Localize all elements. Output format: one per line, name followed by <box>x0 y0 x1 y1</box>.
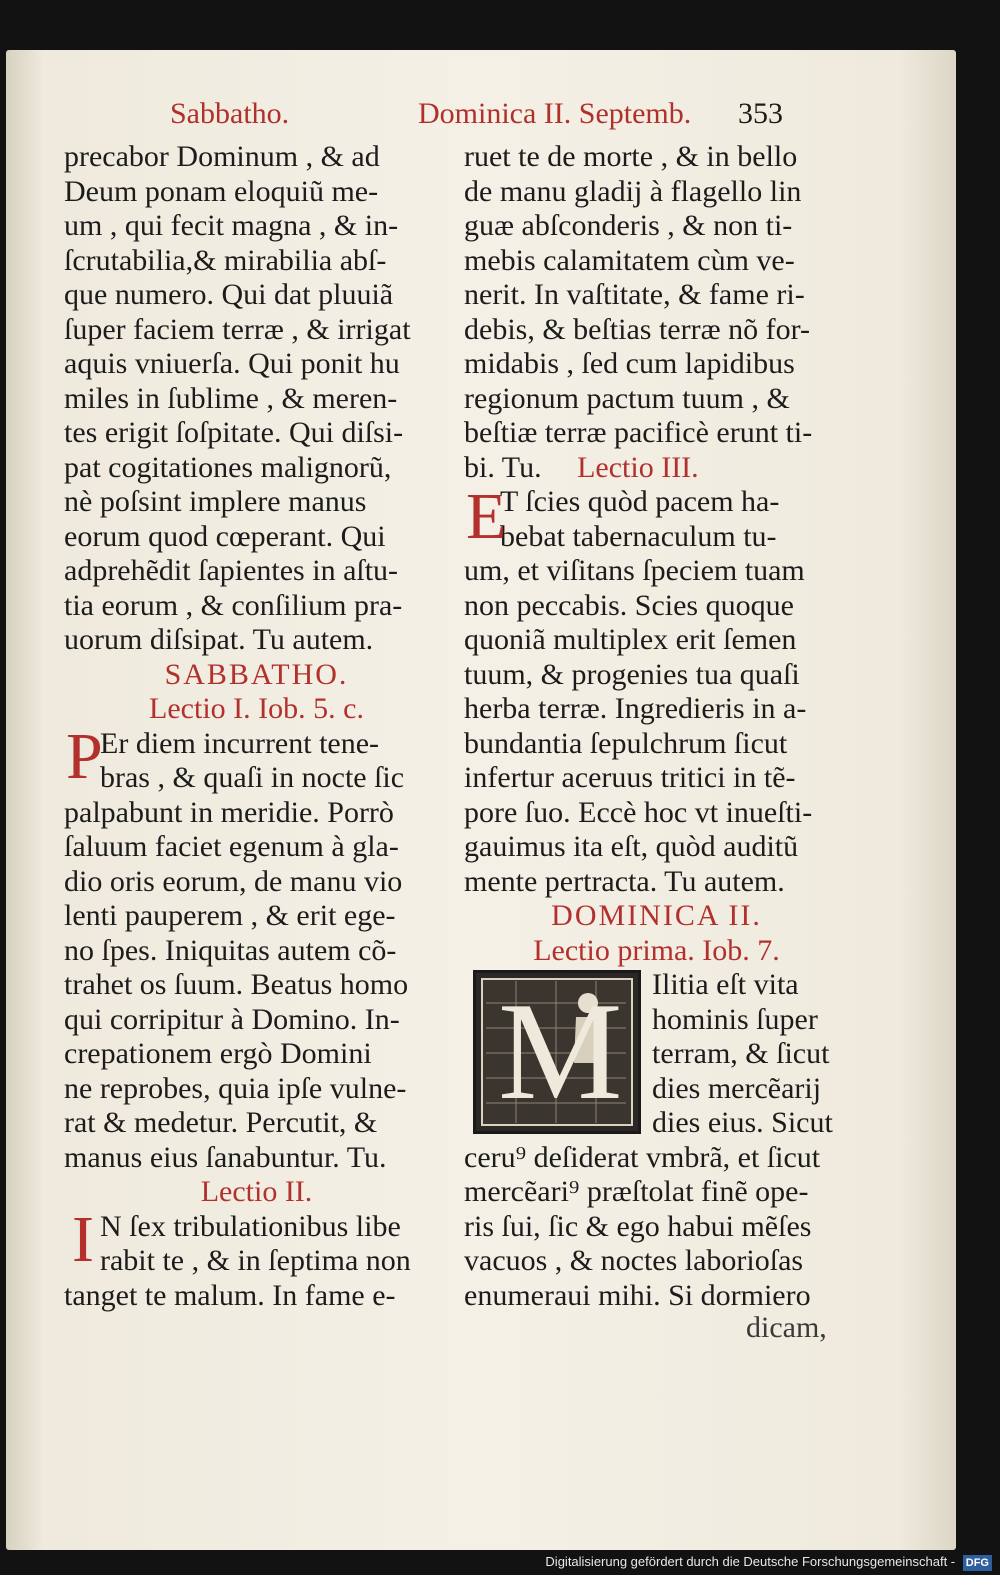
right-column <box>464 140 849 1313</box>
header-left-title: Sabbatho. <box>170 97 290 130</box>
text-line: pore ſuo. Eccè hoc vt inueſti- <box>464 795 813 829</box>
text-line: tanget te malum. In fame e- <box>64 1278 396 1312</box>
text-line: quoniã multiplex erit ſemen <box>464 623 797 656</box>
text-line: regionum pactum tuum , & <box>464 381 790 415</box>
text-line: dio oris eorum, de manu vio <box>64 864 403 898</box>
text-line: dies eius. Sicut <box>652 1106 833 1139</box>
text-line: tia eorum , & conſilium pra- <box>64 588 403 622</box>
text-line: Er diem incurrent tene- <box>100 726 380 760</box>
text-line: hominis ſuper <box>652 1002 818 1036</box>
text-line: N ſex tribulationibus libe <box>100 1209 401 1243</box>
text-line: lenti pauperem , & erit ege- <box>64 899 396 932</box>
running-header <box>0 92 1000 136</box>
text-line: Ilitia eſt vita <box>652 968 799 1001</box>
text-line: mente pertracta. Tu autem. <box>464 864 785 898</box>
page-number: 353 <box>738 97 783 130</box>
header-center-title: Dominica II. Septemb. <box>418 97 692 130</box>
text-line: gauimus ita eſt, quòd auditũ <box>464 830 799 863</box>
text-line: infertur aceruus tritici in tẽ- <box>464 761 796 794</box>
initial-letter-e: E <box>466 480 507 553</box>
text-line: rat & medetur. Percutit, & <box>64 1106 378 1139</box>
initial-letter-i: I <box>72 1203 94 1276</box>
text-line: terram, & ſicut <box>652 1037 830 1070</box>
lectio-heading: Lectio III. <box>577 450 699 484</box>
text-line: aquis vniuerſa. Qui ponit hu <box>64 347 400 380</box>
text-line: ſcrutabilia,& mirabilia abſ- <box>64 243 387 277</box>
text-line: no ſpes. Iniquitas autem cõ- <box>64 933 397 967</box>
woodcut-initial-m <box>473 970 641 1134</box>
left-column <box>64 140 449 1313</box>
text-line: ne reprobes, quia ipſe vulne- <box>64 1071 407 1105</box>
text-line: miles in ſublime , & meren- <box>64 381 398 415</box>
catchword: dicam, <box>746 1311 827 1344</box>
text-line: palpabunt in meridie. Porrò <box>64 795 394 829</box>
text-line: non peccabis. Scies quoque <box>464 588 794 622</box>
text-line: adprehẽdit ſapientes in aſtu- <box>64 554 399 587</box>
lectio-heading: Lectio I. Iob. 5. c. <box>149 692 364 725</box>
text-line: bundantia ſepulchrum ſicut <box>464 726 788 760</box>
text-line: vacuos , & noctes laborioſas <box>464 1244 804 1277</box>
text-line: precabor Dominum , & ad <box>64 140 380 173</box>
text-line: bras , & quaſi in nocte ſic <box>100 761 405 794</box>
text-line: guæ abſconderis , & non ti- <box>464 209 793 242</box>
text-line: enumeraui mihi. Si dormiero <box>464 1278 811 1312</box>
dfg-logo: DFG <box>963 1555 992 1571</box>
lectio-heading: Lectio prima. Iob. 7. <box>533 933 780 967</box>
text-line: rabit te , & in ſeptima non <box>100 1244 411 1277</box>
text-fragment: bi. Tu. <box>464 450 542 484</box>
text-line: ſaluum faciet egenum à gla- <box>64 830 399 863</box>
section-heading-sabbatho: SABBATHO. <box>164 657 349 691</box>
text-line: mebis calamitatem cùm ve- <box>464 243 795 277</box>
text-line: mercẽari⁹ præſtolat finẽ ope- <box>464 1175 809 1208</box>
text-line: manus eius ſanabuntur. Tu. <box>64 1140 387 1174</box>
text-line <box>464 451 849 486</box>
initial-letter-p: P <box>66 720 103 793</box>
text-line: ſuper faciem terræ , & irrigat <box>64 312 411 346</box>
section-heading-dominica: DOMINICA II. <box>551 899 762 932</box>
text-line: trahet os ſuum. Beatus homo <box>64 968 409 1001</box>
footer-text: Digitalisierung gefördert durch die Deutsche Forschungsgemeinschaft - <box>545 1554 956 1569</box>
text-line: T ſcies quòd pacem ha- <box>500 485 780 518</box>
text-line: midabis , ſed cum lapidibus <box>464 347 795 380</box>
woodcut-letter: M <box>498 974 623 1129</box>
text-line: ceru⁹ deſiderat vmbrã, et ſicut <box>464 1140 821 1174</box>
text-line: nerit. In vaſtitate, & fame ri- <box>464 278 805 311</box>
text-line: Deum ponam eloquiũ me- <box>64 174 379 208</box>
text-line: debis, & beſtias terræ nõ for- <box>464 312 810 346</box>
text-line: nè poſsint implere manus <box>64 485 367 518</box>
text-line: ruet te de morte , & in bello <box>464 140 798 173</box>
text-line: qui corripitur à Domino. In- <box>64 1002 400 1036</box>
digitization-footer <box>0 1549 1000 1575</box>
text-line: um , qui fecit magna , & in- <box>64 209 399 242</box>
text-line: que numero. Qui dat pluuiã <box>64 278 394 311</box>
text-line: pat cogitationes malignorũ, <box>64 450 392 484</box>
text-line: um, et viſitans ſpeciem tuam <box>464 554 805 587</box>
text-line: de manu gladij à flagello lin <box>464 174 802 208</box>
text-line: tes erigit ſoſpitate. Qui diſsi- <box>64 416 404 449</box>
text-line: crepationem ergò Domini <box>64 1037 372 1070</box>
text-line: bebat tabernaculum tu- <box>500 519 777 553</box>
text-line: uorum diſsipat. Tu autem. <box>64 623 374 656</box>
lectio-heading: Lectio II. <box>200 1175 313 1208</box>
text-line: beſtiæ terræ pacificè erunt ti- <box>464 416 813 449</box>
text-line: herba terræ. Ingredieris in a- <box>464 692 807 725</box>
text-line: ris ſui, ſic & ego habui mẽſes <box>464 1209 812 1243</box>
text-line: eorum quod cœperant. Qui <box>64 519 386 553</box>
text-line: dies mercẽarij <box>652 1071 822 1105</box>
text-line: tuum, & progenies tua quaſi <box>464 657 800 691</box>
